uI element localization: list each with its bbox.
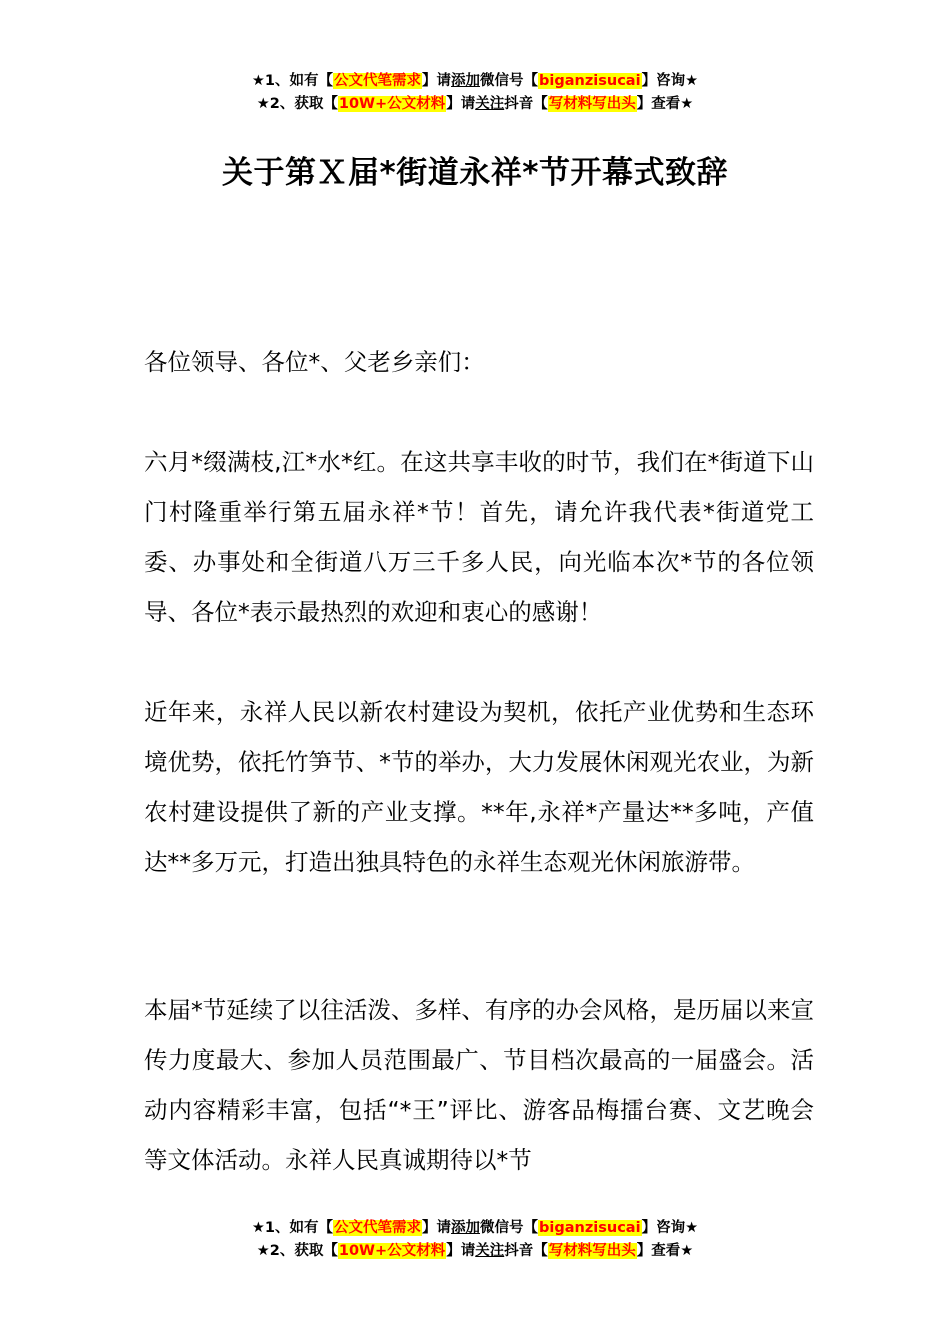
highlight-douyin-account: 写材料写出头	[548, 96, 636, 112]
star-icon: ★	[680, 96, 694, 112]
greeting: 各位领导、各位*、父老乡亲们：	[144, 348, 485, 376]
top-banner	[0, 70, 950, 116]
paragraph-2: 近年来，永祥人民以新农村建设为契机，依托产业优势和生态环境优势，依托竹笋节、*节的举办，大力发展休闲观光农业，为新农村建设提供了新的产业支撑。**年,永祥*产量达**多吨，产值达**多万元，打造出独具特色的永祥生态观光休闲旅游带。	[144, 698, 814, 876]
star-icon: ★	[685, 1220, 699, 1236]
highlight-douyin-account: 写材料写出头	[548, 1243, 636, 1259]
highlight-service: 公文代笔需求	[334, 1220, 422, 1236]
document-title: 关于第Ｘ届*街道永祥*节开幕式致辞	[222, 155, 728, 191]
banner-line-1: ★1、如有【公文代笔需求】请添加微信号【biganzisucai】咨询★	[251, 1220, 699, 1236]
bottom-banner	[0, 1217, 950, 1263]
star-icon: ★	[685, 73, 699, 89]
highlight-wechat-id: biganzisucai	[539, 1220, 641, 1236]
highlight-materials: 10W+公文材料	[338, 1243, 446, 1259]
banner-line-2: ★2、获取【10W+公文材料】请关注抖音【写材料写出头】查看★	[256, 96, 694, 112]
banner-line-1: ★1、如有【公文代笔需求】请添加微信号【biganzisucai】咨询★	[251, 73, 699, 89]
star-icon: ★	[251, 73, 265, 89]
banner-line-2: ★2、获取【10W+公文材料】请关注抖音【写材料写出头】查看★	[256, 1243, 694, 1259]
star-icon: ★	[680, 1243, 694, 1259]
star-icon: ★	[256, 96, 270, 112]
star-icon: ★	[256, 1243, 270, 1259]
highlight-wechat-id: biganzisucai	[539, 73, 641, 89]
paragraph-3: 本届*节延续了以往活泼、多样、有序的办会风格，是历届以来宣传力度最大、参加人员范围最广、节目档次最高的一届盛会。活动内容精彩丰富，包括“*王”评比、游客品梅擂台赛、文艺晚会等文体活动。永祥人民真诚期待以*节	[144, 996, 814, 1174]
star-icon: ★	[251, 1220, 265, 1236]
highlight-service: 公文代笔需求	[334, 73, 422, 89]
paragraph-1: 六月*缀满枝,江*水*红。在这共享丰收的时节，我们在*街道下山门村隆重举行第五届永祥*节！首先，请允许我代表*街道党工委、办事处和全街道八万三千多人民，向光临本次*节的各位领导、各位*表示最热烈的欢迎和衷心的感谢！	[144, 448, 814, 626]
highlight-materials: 10W+公文材料	[338, 96, 446, 112]
